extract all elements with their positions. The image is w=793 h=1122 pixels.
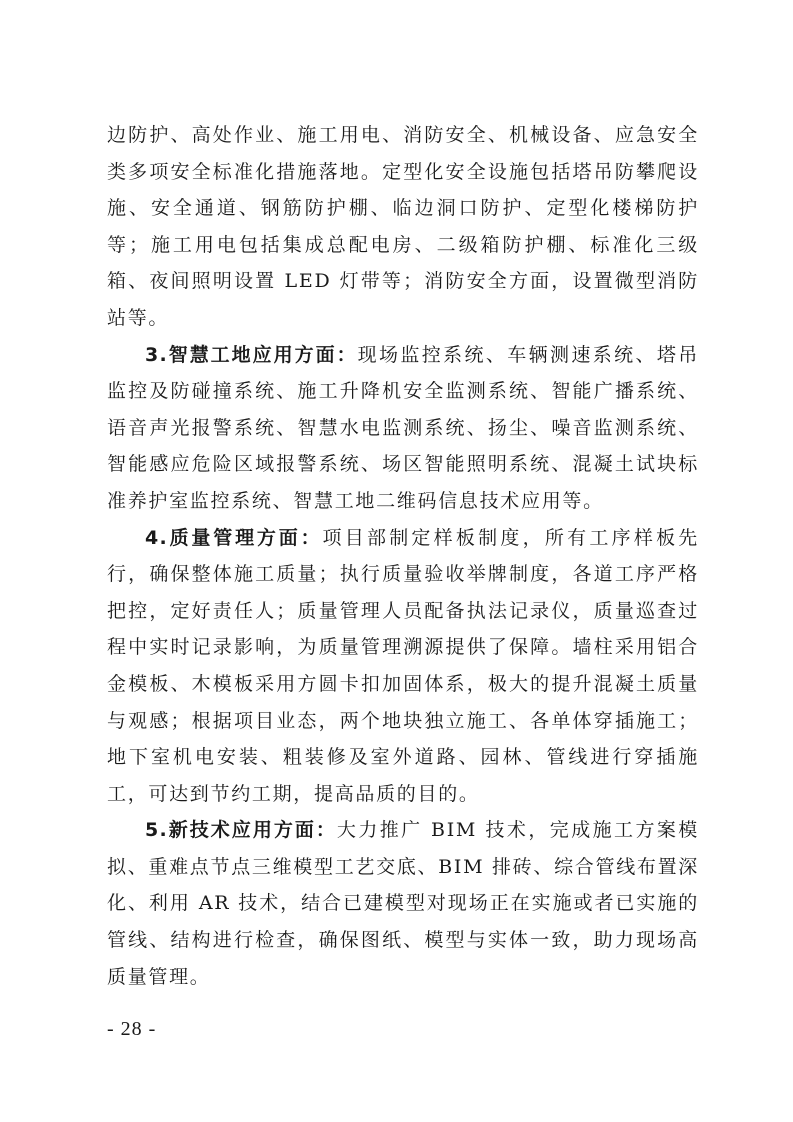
heading-smart-site: 3.智慧工地应用方面： [145, 343, 358, 366]
paragraph-quality [107, 520, 699, 813]
paragraph-new-tech [107, 812, 699, 995]
heading-new-tech: 5.新技术应用方面： [145, 819, 337, 842]
body-text [107, 117, 699, 995]
paragraph-continued [107, 117, 699, 337]
paragraph-smart-site [107, 337, 699, 520]
page-number: - 28 - [107, 1018, 157, 1040]
paragraph-smart-site-text: 现场监控系统、车辆测速系统、塔吊监控及防碰撞系统、施工升降机安全监测系统、智能广播系统、语音声光报警系统、智慧水电监测系统、扬尘、噪音监测系统、智能感应危险区域报警系统、场区智能照明系统、混凝土试块标准养护室监控系统、智慧工地二维码信息技术应用等。 [107, 343, 699, 512]
paragraph-continued-text: 边防护、高处作业、施工用电、消防安全、机械设备、应急安全类多项安全标准化措施落地。定型化安全设施包括塔吊防攀爬设施、安全通道、钢筋防护棚、临边洞口防护、定型化楼梯防护等；施工用电包括集成总配电房、二级箱防护棚、标准化三级箱、夜间照明设置 LED 灯带等；消防安全方面，设置微型消防站等。 [107, 124, 699, 329]
heading-quality: 4.质量管理方面： [145, 526, 323, 549]
paragraph-quality-text: 项目部制定样板制度，所有工序样板先行，确保整体施工质量；执行质量验收举牌制度，各道工序严格把控，定好责任人；质量管理人员配备执法记录仪，质量巡查过程中实时记录影响，为质量管理溯源提供了保障。墙柱采用铝合金模板、木模板采用方圆卡扣加固体系，极大的提升混凝土质量与观感；根据项目业态，两个地块独立施工、各单体穿插施工；地下室机电安装、粗装修及室外道路、园林、管线进行穿插施工，可达到节约工期，提高品质的目的。 [107, 526, 700, 805]
paragraph-new-tech-text: 大力推广 BIM 技术，完成施工方案模拟、重难点节点三维模型工艺交底、BIM 排砖、综合管线布置深化、利用 AR 技术，结合已建模型对现场正在实施或者已实施的管线、结构进行检查，确保图纸、模型与实体一致，助力现场高质量管理。 [107, 819, 699, 988]
